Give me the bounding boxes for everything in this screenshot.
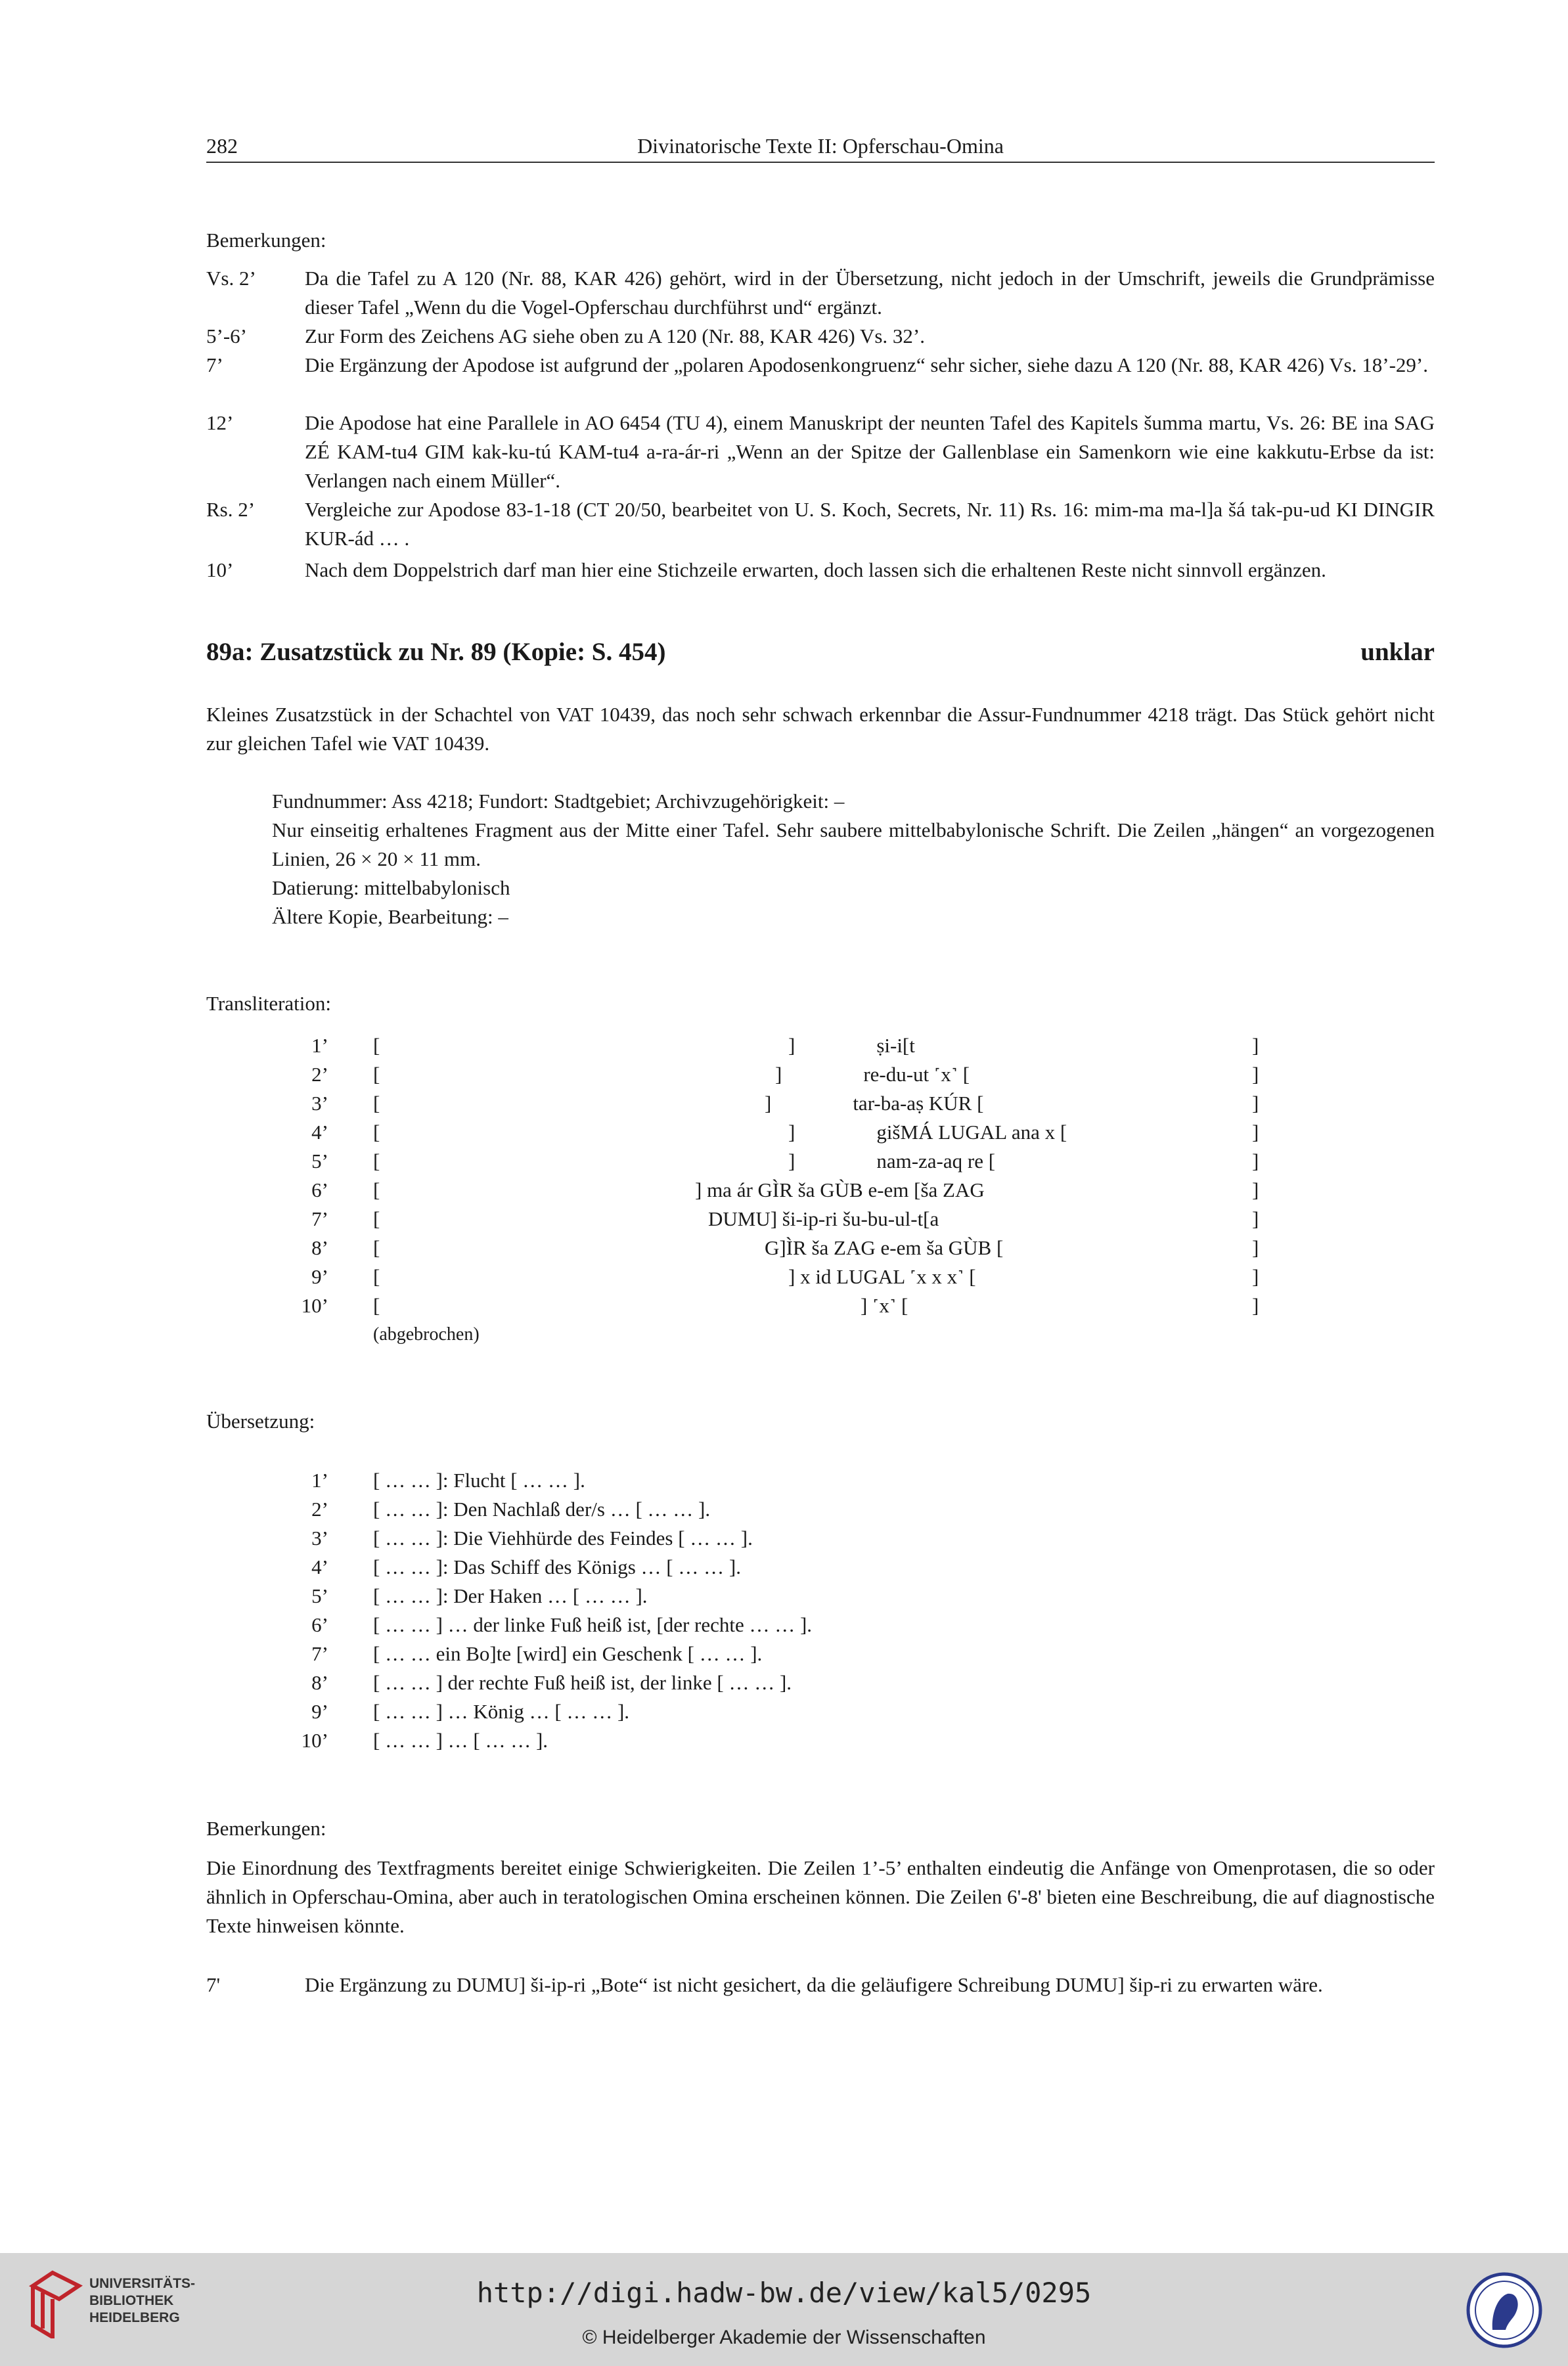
translit-text: ] x id LUGAL ˹x x x˺ [ xyxy=(788,1265,976,1288)
meta-line: Datierung: mittelbabylonisch xyxy=(272,876,510,899)
close-bracket: ] xyxy=(1252,1092,1259,1115)
line-number: 10’ xyxy=(301,1294,328,1317)
translit-line xyxy=(0,1118,1568,1147)
translation-text: [ … … ] der rechte Fuß heiß ist, der linke [ … … ]. xyxy=(373,1671,792,1694)
translit-line xyxy=(0,1147,1568,1176)
transliteration-heading: Transliteration: xyxy=(206,992,332,1015)
line-number: 4’ xyxy=(311,1121,328,1144)
copyright: © Heidelberger Akademie der Wissenschaften xyxy=(582,2327,986,2348)
close-bracket: ] xyxy=(1252,1294,1259,1317)
translit-text: ] tar-ba-aṣ KÚR [ xyxy=(765,1092,984,1115)
open-bracket: [ xyxy=(373,1294,380,1317)
close-bracket: ] xyxy=(1252,1034,1259,1057)
line-number: 7’ xyxy=(311,1642,328,1665)
translit-line xyxy=(0,1234,1568,1262)
remark-label: 5’-6’ xyxy=(206,324,247,347)
translation-line xyxy=(0,1640,1568,1668)
translit-line xyxy=(0,1176,1568,1205)
meta-line: Nur einseitig erhaltenes Fragment aus der Mitte einer Tafel. Sehr saubere mittelbabylonische Schrift. Die Zeilen „hängen“ an vorgezogenen Linien, 26 × 20 × 11 mm. xyxy=(272,818,1435,870)
open-bracket: [ xyxy=(373,1063,380,1086)
open-bracket: [ xyxy=(373,1150,380,1172)
line-number: 8’ xyxy=(311,1236,328,1259)
line-number: 1’ xyxy=(311,1034,328,1057)
remark-label: Vs. 2’ xyxy=(206,267,256,290)
line-number: 2’ xyxy=(311,1063,328,1086)
remark-text: Die Ergänzung der Apodose ist aufgrund der „polaren Apodosenkongruenz“ sehr sicher, siehe dazu A 120 (Nr. 88, KAR 426) Vs. 18’-29’. xyxy=(305,353,1428,376)
remark-item xyxy=(206,322,1435,351)
open-bracket: [ xyxy=(373,1236,380,1259)
translation-line xyxy=(0,1697,1568,1726)
open-bracket: [ xyxy=(373,1207,380,1230)
permalink[interactable]: http://digi.hadw-bw.de/view/kal5/0295 xyxy=(476,2277,1092,2309)
open-bracket: [ xyxy=(373,1265,380,1288)
translation-heading: Übersetzung: xyxy=(206,1410,315,1433)
line-number: 6’ xyxy=(311,1178,328,1201)
translit-line xyxy=(0,1031,1568,1060)
line-number: 2’ xyxy=(311,1498,328,1521)
translation-text: [ … … ]: Die Viehhürde des Feindes [ … … ]. xyxy=(373,1527,753,1550)
translit-text: ] gišMÁ LUGAL ana x [ xyxy=(788,1121,1067,1144)
footer-bar xyxy=(0,2253,1568,2366)
translit-text: DUMU] ši-ip-ri šu-bu-ul-t[a xyxy=(708,1207,939,1230)
remark-text: Zur Form des Zeichens AG siehe oben zu A 120 (Nr. 88, KAR 426) Vs. 32’. xyxy=(305,324,925,347)
line-number: 3’ xyxy=(311,1527,328,1550)
section-title xyxy=(206,637,1435,667)
remark-label: 7' xyxy=(206,1973,221,1996)
translation-text: [ … … ] … der linke Fuß heiß ist, [der rechte … … ]. xyxy=(373,1613,813,1636)
line-number: 3’ xyxy=(311,1092,328,1115)
translation-line xyxy=(0,1466,1568,1495)
section-status: unklar xyxy=(1360,638,1435,666)
remark-text: Vergleiche zur Apodose 83-1-18 (CT 20/50, bearbeitet von U. S. Koch, Secrets, Nr. 11) Rs. 16: mim-ma ma-l]a šá tak-pu-ud KI DINGIR KUR-ád … . xyxy=(305,498,1435,550)
line-number: 5’ xyxy=(311,1150,328,1172)
translit-text: ] ma ár GÌR ša GÙB e-em [ša ZAG xyxy=(695,1178,985,1201)
open-bracket: [ xyxy=(373,1178,380,1201)
remarks2-paragraph: Die Einordnung des Textfragments bereitet einige Schwierigkeiten. Die Zeilen 1’-5’ enthalten eindeutig die Anfänge von Omenprotasen, die so oder ähnlich in Opferschau-Omina, aber auch in teratologischen Omina erscheinen können. Die Zeilen 6'-8' bieten eine Beschreibung, die auf diagnostische Texte hinweisen könnte. xyxy=(206,1856,1435,1937)
translit-text: ] ˹x˺ [ xyxy=(861,1294,908,1317)
close-bracket: ] xyxy=(1252,1150,1259,1172)
open-bracket: [ xyxy=(373,1121,380,1144)
translation-line xyxy=(0,1726,1568,1755)
line-number: 1’ xyxy=(311,1469,328,1492)
remark-label: 7’ xyxy=(206,353,223,376)
translation-text: [ … … ]: Der Haken … [ … … ]. xyxy=(373,1584,648,1607)
academy-seal-icon xyxy=(1465,2267,1544,2353)
remark-label: 12’ xyxy=(206,411,234,434)
remark-item xyxy=(206,264,1435,322)
broken-off-note: (abgebrochen) xyxy=(373,1324,480,1345)
remark-label: 10’ xyxy=(206,558,234,581)
running-title: Divinatorische Texte II: Opferschau-Omina xyxy=(637,134,1004,158)
line-number: 4’ xyxy=(311,1555,328,1578)
line-number: 9’ xyxy=(311,1700,328,1723)
remark-item xyxy=(206,351,1435,409)
translit-line xyxy=(0,1291,1568,1320)
translation-text: [ … … ]: Flucht [ … … ]. xyxy=(373,1469,585,1492)
translation-line xyxy=(0,1611,1568,1640)
line-number: 6’ xyxy=(311,1613,328,1636)
section-intro: Kleines Zusatzstück in der Schachtel von VAT 10439, das noch sehr schwach erkennbar die Assur-Fundnummer 4218 trägt. Das Stück gehört nicht zur gleichen Tafel wie VAT 10439. xyxy=(206,703,1435,755)
line-number: 5’ xyxy=(311,1584,328,1607)
meta-line: Fundnummer: Ass 4218; Fundort: Stadtgebiet; Archivzugehörigkeit: – xyxy=(272,790,845,813)
running-header xyxy=(206,131,1435,163)
close-bracket: ] xyxy=(1252,1178,1259,1201)
line-number: 8’ xyxy=(311,1671,328,1694)
close-bracket: ] xyxy=(1252,1063,1259,1086)
translation-line xyxy=(0,1524,1568,1553)
translation-text: [ … … ]: Den Nachlaß der/s … [ … … ]. xyxy=(373,1498,711,1521)
translation-line xyxy=(0,1553,1568,1582)
translit-line xyxy=(0,1060,1568,1089)
remark-item xyxy=(206,556,1435,585)
translation-text: [ … … ] … [ … … ]. xyxy=(373,1729,549,1752)
remark-label: Rs. 2’ xyxy=(206,498,256,521)
translation-text: [ … … ein Bo]te [wird] ein Geschenk [ … … ]. xyxy=(373,1642,763,1665)
remarks2-heading: Bemerkungen: xyxy=(206,1817,326,1840)
line-number: 10’ xyxy=(301,1729,328,1752)
translation-text: [ … … ]: Das Schiff des Königs … [ … … ]. xyxy=(373,1555,741,1578)
remark-item xyxy=(206,495,1435,553)
translit-line xyxy=(0,1205,1568,1234)
translit-text: G]ÌR ša ZAG e-em ša GÙB [ xyxy=(765,1236,1004,1259)
translit-text: ] nam-za-aq re [ xyxy=(788,1150,996,1172)
translit-text: ] re-du-ut ˹x˺ [ xyxy=(775,1063,970,1086)
line-number: 7’ xyxy=(311,1207,328,1230)
translation-line xyxy=(0,1582,1568,1611)
remark-text: Da die Tafel zu A 120 (Nr. 88, KAR 426) gehört, wird in der Übersetzung, nicht jedoch in der Umschrift, jeweils die Grundprämisse dieser Tafel „Wenn du die Vogel-Opferschau durchführst und“ ergänzt. xyxy=(305,267,1435,319)
translit-line xyxy=(0,1089,1568,1118)
meta-line: Ältere Kopie, Bearbeitung: – xyxy=(272,905,508,928)
library-name: UNIVERSITÄTS- BIBLIOTHEK HEIDELBERG xyxy=(89,2276,196,2325)
open-bracket: [ xyxy=(373,1092,380,1115)
remark-item xyxy=(206,409,1435,495)
close-bracket: ] xyxy=(1252,1207,1259,1230)
remark-item xyxy=(206,1971,1435,1999)
open-bracket: [ xyxy=(373,1034,380,1057)
remark-text: Nach dem Doppelstrich darf man hier eine Stichzeile erwarten, doch lassen sich die erhaltenen Reste nicht sinnvoll ergänzen. xyxy=(305,558,1326,581)
translation-text: [ … … ] … König … [ … … ]. xyxy=(373,1700,630,1723)
remark-text: Die Ergänzung zu DUMU] ši-ip-ri „Bote“ ist nicht gesichert, da die geläufigere Schreibung DUMU] šip-ri zu erwarten wäre. xyxy=(305,1973,1323,1996)
translit-line xyxy=(0,1262,1568,1291)
translation-line xyxy=(0,1668,1568,1697)
remarks-heading: Bemerkungen: xyxy=(206,229,326,252)
close-bracket: ] xyxy=(1252,1236,1259,1259)
line-number: 9’ xyxy=(311,1265,328,1288)
section-title-text: 89a: Zusatzstück zu Nr. 89 (Kopie: S. 454) xyxy=(206,638,666,666)
remark-text: Die Apodose hat eine Parallele in AO 6454 (TU 4), einem Manuskript der neunten Tafel des Kapitels šumma martu, Vs. 26: BE ina SAG ZÉ KAM-tu4 GIM kak-ku-tú KAM-tu4 a-ra-ár-ri „Wenn an der Spitze der Gallenblase ein Samenkorn wie eine kakkutu-Erbse da ist: Verlangen nach einem Müller“. xyxy=(305,411,1435,492)
close-bracket: ] xyxy=(1252,1265,1259,1288)
translation-line xyxy=(0,1495,1568,1524)
page-number: 282 xyxy=(206,134,238,158)
translit-text: ] ṣi-i[t xyxy=(788,1034,915,1057)
close-bracket: ] xyxy=(1252,1121,1259,1144)
